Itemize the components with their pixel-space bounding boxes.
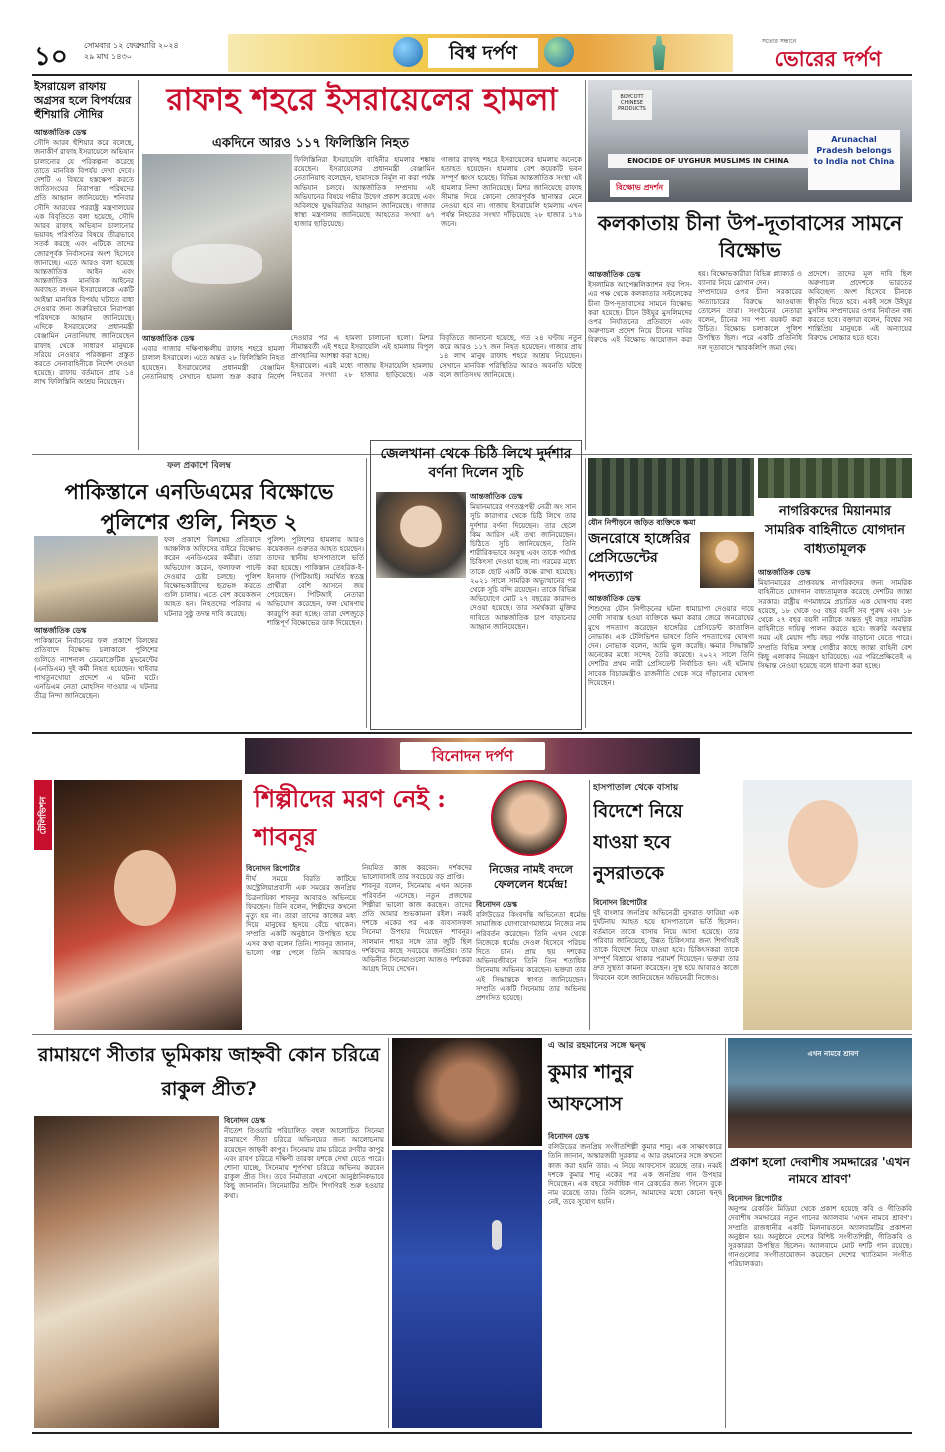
pakistan-body-1: পাকিস্তানে নির্বাচনের ফল প্রকাশে বিলম্বের প্রতিবাদে বিক্ষোভ চলাকালে পুলিশের গুলিতে ন্যাশনাল ডেমোক্রেটিক মুভমেন্টের (এনডিএম) দুই কর্মী নিহত হয়েছেন। খাইবার পাখতুনখোয়া প্রদেশে এ ঘটনা ঘটে। এনডিএম নেতা মোহসিন দাওয়ার এ ঘটনার তীব্র নিন্দা জানিয়েছেন। [34,637,158,701]
paper-logo [744,36,912,70]
dateline: বিনোদন ডেস্ক [548,1132,589,1141]
paper-name: ভোরের দর্পণ [774,46,882,71]
myanmar-body: মিয়ানমারের প্রাপ্তবয়স্ক নাগরিকদের জন্য সামরিক বাহিনীতে যোগদান বাধ্যতামূলক করেছে দেশটির জান্তা সরকার। রাষ্ট্রীয় গণমাধ্যমে প্রচারিত এক ঘোষণায় বলা হয়েছে, ১৮ থেকে ৩৫ বছর বয়সী সব পুরুষ এবং ১৮ থেকে ২৭ বছর বয়সী নারীকে অন্তত দুই বছর সামরিক বাহিনীতে দায়িত্ব পালন করতে হবে। জরুরি অবস্থার সময় এই মেয়াদ পাঁচ বছর পর্যন্ত বাড়ানো যেতে পারে। সম্প্রতি বিভিন্ন সশস্ত্র গোষ্ঠীর কাছে জান্তা বাহিনী বেশ কিছু এলাকার নিয়ন্ত্রণ হারিয়েছে। এর পরিপ্রেক্ষিতেই এ সিদ্ধান্ত নেওয়া হয়েছে বলে ধারণা করা হচ্ছে। [758,579,912,671]
hungary-headline: জনরোষে হাঙ্গেরির প্রেসিডেন্টের পদত্যাগ [588,531,691,585]
dateline: আন্তর্জাতিক ডেস্ক [758,568,811,577]
shabnur-body-2: শাবনূর বলেন, সিনেমায় এখন অনেক পরিবর্তন এসেছে। নতুন প্রজন্মের শিল্পীরা ভালো কাজ করছেন। তাদের প্রতি আমার শুভকামনা রইল। নব্বই দশকে একের পর এক ব্যবসাসফল সিনেমা উপহার দিয়েছেন শাবনূর। সালমান শাহর সঙ্গে তার জুটি ছিল দর্শকদের কাছে সবচেয়ে জনপ্রিয়। তার অভিনীত সিনেমাগুলো আজও দর্শকেরা আগ্রহ নিয়ে দেখেন। [362,882,472,974]
rafah-headline: রাফাহ শহরে ইসরায়েলের হামলা [166,82,558,118]
face-icon [788,800,858,888]
saudi-body: সৌদি আরব হুঁশিয়ার করে বলেছে, জনাকীর্ণ রাফাহ ইসরায়েলে অভিযান চালানোর যে পরিকল্পনা করেছে তাতে মানবিক বিপর্যয় দেখা দেবে। দেশটি এ বিষয়ে হস্তক্ষেপ করতে জাতিসংঘের নিরাপত্তা পরিষদের প্রতি আহ্বান জানিয়েছে। শনিবার সৌদি আরবের পররাষ্ট্র মন্ত্রণালয়ের এক বিবৃতিতে বলা হয়েছে, সৌদি আরব রাফাহ অভিযান চালানোর ভয়াবহ পরিণতির বিষয়ে তীব্রভাবে সতর্ক করছে এবং এটিকে তাদের জোরপূর্বক নির্বাসনের অংশ হিসেবে জানাচ্ছে। এতে আরও বলা হয়েছে আন্তর্জাতিক আইন এবং আন্তর্জাতিক মানবিক আইনের অব্যাহত লংঘন ইসরায়েলকে একটি আইন্তা মানবিক বিপর্যয় ঘটাতে বাধা দেওয়ার জন্য জরুরিভাবে নিরাপত্তা পরিষদকে আহ্বান জানিয়েছে। এদিকে ইসরায়েলের প্রধানমন্ত্রী বেঞ্জামিন নেতানিয়াহু জানিয়েছেন রাফাহ থেকে সাধারণ মানুষকে সরিয়ে নেওয়ার পরিকল্পনা প্রস্তুত করতে সেনাবাহিনীকে নির্দেশ দেওয়া হয়েছে। রাফায় বর্তমানে প্রায় ১৪ লাখ ফিলিস্তিনি আশ্রয় নিয়েছেন। [34,139,134,387]
nusrat-kicker: হাসপাতাল থেকে বাসায় [593,783,679,793]
novak-photo [700,532,754,588]
poster-title: এখন নামবে শ্রাবণ [807,1050,859,1058]
rafah-body-3: ফিলিস্তিনিরা ইসরায়েলি বাহিনীর হামলার শঙ্কায় রয়েছেন। ইসরায়েলের প্রধানমন্ত্রী বেঞ্জামিন নেতানিয়াহু বলেছেন, হামাসকে নির্মূল না করা পর্যন্ত অভিযান চলবে। আন্তর্জাতিক সম্প্রদায় এই অভিযানের বিষয়ে গভীর উদ্বেগ প্রকাশ করেছে এবং অবিলম্বে যুদ্ধবিরতির আহ্বান জানিয়েছে। গাজার স্বাস্থ্য মন্ত্রণালয় জানিয়েছে আহতের সংখ্যা ৬৭ হাজার ছাড়িয়েছে। [294,156,435,229]
rafah-photo [142,154,292,330]
dateline: আন্তর্জাতিক ডেস্ক [142,334,195,343]
dateline: আন্তর্জাতিক ডেস্ক [34,128,87,137]
hungary-kicker: যৌন নিপীড়নে জড়িত ব্যক্তিকে ক্ষমা [588,518,696,527]
dateline: আন্তর্জাতিক ডেস্ক [588,594,641,603]
entertainment-title: বিনোদন দর্পণ [400,742,545,770]
rafah-body-2: ইসরায়েল। এরই মধ্যে গাজায় ইসরায়েলি হামলায় নিহতের সংখ্যা ২৮ হাজার ছাড়িয়েছে। এক বিবৃতিতে জানানো হয়েছে, গত ২৪ ঘণ্টায় নতুন করে আরও ১১৭ জন নিহত হয়েছেন। গাজার প্রায় ১৪ লাখ মানুষ রাফাহ শহরে আশ্রয় নিয়েছেন। সেখানে মানবিক পরিস্থিতির আরও অবনতি ঘটছে বলে জাতিসংঘ জানিয়েছে। [290,334,582,379]
microphone-icon [492,1220,502,1250]
page-number: ১০ [34,42,68,72]
dateline: আন্তর্জাতিক ডেস্ক [470,492,523,501]
dateline: বিনোদন ডেস্ক [476,900,517,909]
date-bengali: ২৯ মাঘ ১৪৩০ [84,52,132,61]
pakistan-body-3: পুলিশ। পুলিশের হামলায় আরও কয়েকজন গুরুতর আহত হয়েছেন। তাদের স্থানীয় হাসপাতালে ভর্তি করা হয়েছে। পাকিস্তান তেহরিক-ই-ইনসাফ (পিটিআই) সমর্থিত স্বতন্ত্র প্রার্থীরা বেশি আসনে জয় পেয়েছেন। পিটিআই নেতারা অভিযোগ করেছেন, ফল ঘোষণায় কারচুপি করা হচ্ছে। তারা দেশজুড়ে শান্তিপূর্ণ বিক্ষোভের ডাক দিয়েছেন। [267,536,364,627]
dateline: বিনোদন রিপোর্টার [593,898,647,907]
ar-rahman-photo [392,1038,542,1146]
boycott-placard: BOYCOTT CHINESE PRODUCTS [612,90,652,120]
dateline: বিনোদন রিপোর্টার [728,1194,782,1203]
janhvi-headline: রামায়ণে সীতার ভূমিকায় জাহ্নবী কোন চরিত্রে রাকুল প্রীত? [38,1044,380,1100]
paper-tagline: সত্যের সন্ধানে [762,38,797,45]
dateline: বিনোদন রিপোর্টার [246,864,300,873]
dharmendra-body: বলিউডের কিংবদন্তি অভিনেতা ধর্মেন্দ্র সামাজিক যোগাযোগমাধ্যমে নিজের নাম পরিবর্তন করেছেন। তিনি এখন থেকে নিজেকে ধর্মেন্দ্র দেওল হিসেবে পরিচয় দিতে চান। প্রায় ছয় দশকের অভিনয়জীবনে তিনি তিন শতাধিক সিনেমায় অভিনয় করেছেন। ভক্তরা তার এই সিদ্ধান্তকে স্বাগত জানিয়েছেন। সম্প্রতি একটি সিনেমায় তার অভিনয় প্রশংসিত হয়েছে। [476,911,586,1003]
nusrat-body: দুই বাংলার জনপ্রিয় অভিনেত্রী নুসরাত ফারিয়া এক দুর্ঘটনায় আহত হয়ে হাসপাতালে ভর্তি ছিলেন। বর্তমানে তাকে বাসায় নিয়ে আসা হয়েছে। তার পরিবার জানিয়েছে, উন্নত চিকিৎসার জন্য শিগগিরই তাকে বিদেশে নিয়ে যাওয়া হবে। চিকিৎসকরা তাকে সম্পূর্ণ বিশ্রামে থাকার পরামর্শ দিয়েছেন। ভক্তরা তার দ্রুত সুস্থতা কামনা করেছেন। সুস্থ হয়ে আবারও কাজে ফিরবেন বলে জানিয়েছেন অভিনেত্রী নিজেও। [593,909,739,982]
date-line [84,40,179,62]
shabnur-body-1: দীর্ঘ সময়ে বিরতি কাটিয়ে অস্ট্রেলিয়াপ্রবাসী এক সময়ের জনপ্রিয় চিত্রনায়িকা শাবনূর আবারও অভিনয়ে ফিরছেন। তিনি বলেন, শিল্পীদের কখনো মৃত্যু হয় না। তারা তাদের কাজের মধ্য দিয়ে মানুষের হৃদয়ে বেঁচে থাকেন। সম্প্রতি একটি অনুষ্ঠানে উপস্থিত হয়ে এসব কথা বলেন তিনি। শাবনূর জানান, ভালো গল্প পেলে তিনি আবারও নিয়মিত কাজ করবেন। দর্শকদের ভালোবাসাই তার সবচেয়ে বড় প্রাপ্তি। [246,864,472,957]
section-title: বিশ্ব দর্পণ [428,38,538,68]
entertainment-banner [245,738,700,774]
kumar-sanu-headline: কুমার শানুর আফসোস [548,1061,633,1115]
side-tag [34,780,52,850]
debashish-headline: প্রকাশ হলো দেবাশীষ সমদ্দারের 'এখন নামবে শ্রাবণ' [730,1155,910,1186]
janhvi-body: নীতেশ তিওয়ারি পরিচালিত বহুল আলোচিত সিনেমা রামায়ণে সীতা চরিত্রে অভিনয়ের জন্য আলোচনায় রয়েছেন জাহ্নবী কাপুর। সিনেমায় রাম চরিত্রে রণবীর কাপুর এবং রাবণ চরিত্রে দক্ষিণী তারকা যশকে দেখা যেতে পারে। শোনা যাচ্ছে, সিনেমায় শূর্পণখা চরিত্রে অভিনয় করবেন রাকুল প্রীত সিং। তবে নির্মাতারা এখনো আনুষ্ঠানিকভাবে কিছু জানাননি। সিনেমাটির শুটিং শিগগিরই শুরু হওয়ার কথা। [224,1127,384,1200]
kumar-sanu-body: বলিউডের জনপ্রিয় সংগীতশিল্পী কুমার শানু। এক সাক্ষাৎকারে তিনি জানান, অস্কারজয়ী সুরকার এ আর রহমানের সঙ্গে কখনো কাজ করা হয়নি তার। এ নিয়ে আফসোস রয়েছে তার। নব্বই দশকে কুমার শানু একের পর এক জনপ্রিয় গান উপহার দিয়েছেন। এক বছরে সর্বাধিক গান রেকর্ডের জন্য গিনেস বুকে নাম রয়েছে তার। তিনি বলেন, আমাদের মধ্যে কোনো দ্বন্দ্ব নেই, তবে সুযোগ হয়নি। [548,1143,722,1207]
rafah-body-1: এবার গাজার দক্ষিণাঞ্চলীয় রাফাহ শহরে হামলা চালাল ইসরায়েল। এতে অন্তত ২৮ ফিলিস্তিনি নিহত হয়েছেন। ইসরায়েলের প্রধানমন্ত্রী বেঞ্জামিন নেতানিয়াহু সেখানে হামলা শুরু করার নির্দেশ দেওয়ার পর এ হামলা চালানো হলো। মিশর সীমান্তবর্তী এই শহরে ইসরায়েলি এই হামলায় বিপুল প্রাণহানির আশঙ্কা করা হচ্ছে। [142,334,434,381]
album-launch-photo [728,1038,912,1148]
myanmar-story [758,458,912,728]
nusrat-story [593,780,912,1030]
pakistan-protest-photo [34,536,158,622]
dateline: আন্তর্জাতিক ডেস্ক [588,270,641,279]
china-story [588,80,912,450]
photo-caption: বিক্ষোভ প্রদর্শন [610,180,669,197]
section-banner [228,34,733,72]
soldiers-photo [588,458,754,516]
nusrat-headline: বিদেশে নিয়ে যাওয়া হবে নুসরাতকে [593,801,683,884]
pakistan-headline: পাকিস্তানে এনডিএমের বিক্ষোভে পুলিশের গুলি, নিহত ২ [64,479,334,534]
china-body-3: প্রদেশে। তাদের মূল দাবি ছিল অরুণাচল প্রদেশকে ভারতের অবিচ্ছেদ্য অংশ হিসেবে চীনকে স্বীকৃতি দিতে হবে। একই সঙ্গে উইঘুর মুসলিম সম্প্রদায়ের ওপর নির্যাতন বন্ধ করতে হবে। বক্তারা বলেন, বিশ্বের সব শান্তিপ্রিয় মানুষকে এই অন্যায়ের বিরুদ্ধে সোচ্চার হতে হবে। [808,270,912,343]
uyghur-banner: ENOCIDE OF UYGHUR MUSLIMS IN CHINA [608,154,808,168]
protest-photo [588,80,912,202]
pakistan-story [34,458,364,728]
kumar-sanu-kicker: এ আর রহমানের সঙ্গে দ্বন্দ্ব [548,1041,646,1051]
myanmar-headline: নাগরিকদের মিয়ানমার সামরিক বাহিনীতে যোগদান বাধ্যতামূলক [764,504,905,557]
rafah-story [142,80,582,450]
saudi-headline: ইসরায়েল রাফায় অগ্রসর হলে বিপর্যয়ের হুঁশিয়ারি সৌদির [34,80,132,121]
arunachal-sign: Arunachal Pradesh belongs to India not China [808,130,900,190]
statue-of-liberty-icon [648,36,670,70]
janhvi-story [34,1038,384,1428]
nusrat-photo [743,780,912,1030]
hungary-story [588,458,754,728]
rafah-subheadline: একদিনে আরও ১১৭ ফিলিস্তিনি নিহত [212,136,410,151]
shabnur-photo [54,780,242,1030]
debashish-body: অনুপম রেকর্ডিং মিডিয়া থেকে প্রকাশ হয়েছে কবি ও গীতিকবি দেবাশীষ সমদ্দারের নতুন গানের অ্যালবাম 'এখন নামবে শ্রাবণ'। সম্প্রতি রাজধানীর একটি মিলনায়তনে অ্যালবামটির প্রকাশনা অনুষ্ঠান হয়। অনুষ্ঠানে দেশের বিশিষ্ট সংগীতশিল্পী, গীতিকবি ও সুরকাররা উপস্থিত ছিলেন। অ্যালবামে মোট দশটি গান রয়েছে। গানগুলোর সংগীতায়োজন করেছেন দেশের খ্যাতিমান সংগীত পরিচালকরা। [728,1205,912,1269]
hungary-body: শিশুদের যৌন নিপীড়নের ঘটনা ধামাচাপা দেওয়ার দায়ে দোষী সাব্যস্ত হওয়া ব্যক্তিকে ক্ষমা করার জেরে জনরোষের মুখে পদত্যাগ করেছেন হাঙ্গেরির প্রেসিডেন্ট কাতালিন নোভাক। এক টেলিভিশন ভাষণে তিনি পদত্যাগের ঘোষণা দেন। নোভাক বলেন, আমি ভুল করেছি। ক্ষমার সিদ্ধান্তটি অনেকের মধ্যে সন্দেহ তৈরি করেছে। ২০২২ সালে তিনি দেশটির প্রথম নারী প্রেসিডেন্ট নির্বাচিত হন। এই ঘটনায় সাবেক বিচারমন্ত্রীও রাজনীতি থেকে সরে দাঁড়ানোর ঘোষণা দিয়েছেন। [588,605,754,687]
kumar-sanu-story [392,1038,722,1428]
side-tag-label: টেলিভিশন [38,796,49,835]
pakistan-body-2: ফল প্রকাশে বিলম্বের প্রতিবাদে আঞ্চলিক অফিসের বাইরে বিক্ষোভ করেন এনডিএমের কর্মীরা। তারা অভিযোগ করেন, ফলাফল পাল্টে দেওয়ার চেষ্টা চলছে। পুলিশ বিক্ষোভকারীদের ছত্রভঙ্গ করতে গুলি চালায়। এতে বেশ কয়েকজন আহত হন। নিহতদের পরিবার এ ঘটনার সুষ্ঠু তদন্ত দাবি করেছে। [164,536,261,618]
pakistan-kicker: ফল প্রকাশে বিলম্ব [167,461,231,471]
dharmendra-story [476,780,586,1030]
china-body-2: সম্প্রদায়ের ওপর চীনা সরকারের অত্যাচারের বিরুদ্ধে আওয়াজ তোলেন তারা। সংগঠনের নেতারা বলেন, চীনের সব পণ্য বয়কট করা উচিত। বিক্ষোভ চলাকালে পুলিশ উপস্থিত ছিল। পরে একটি প্রতিনিধি দল দূতাবাসে স্মারকলিপি জমা দেয়। [698,288,802,352]
debashish-story [728,1038,912,1428]
janhvi-photo [34,1116,219,1428]
dharmendra-headline: নিজের নামই বদলে ফেললেন ধর্মেন্দ্র! [489,863,573,891]
suu-kyi-headline: জেলখানা থেকে চিঠি লিখে দুর্দশার বর্ণনা দিলেন সুচি [380,446,572,481]
face-icon [114,850,176,926]
myanmar-troops-photo [758,458,912,498]
suu-kyi-photo [376,492,466,578]
globe-icon [393,37,423,67]
kumar-sanu-photo [392,1150,542,1428]
globe-icon [544,37,574,67]
suu-kyi-story [370,440,582,730]
shabnur-story [246,780,472,1030]
suu-kyi-body: মিয়ানমারের গণতন্ত্রপন্থী নেত্রী অং সান সুচি কারাগার থেকে চিঠি লিখে তার দুর্দশার বর্ণনা দিয়েছেন। তার ছেলে কিম আরিস এই তথ্য জানিয়েছেন। চিঠিতে সুচি জানিয়েছেন, তিনি শারীরিকভাবে অসুস্থ এবং তাকে পর্যাপ্ত চিকিৎসা দেওয়া হচ্ছে না। গরমের মধ্যে তাকে ছোট একটি কক্ষে রাখা হয়েছে। ২০২১ সালে সামরিক অভ্যুত্থানের পর থেকে সুচি বন্দি রয়েছেন। তাকে বিভিন্ন অভিযোগে মোট ২৭ বছরের কারাদণ্ড দেওয়া হয়েছে। তার সমর্থকরা মুক্তির দাবিতে আন্তর্জাতিক চাপ বাড়ানোর আহ্বান জানিয়েছেন। [470,503,576,631]
saudi-story [34,80,134,450]
dateline: বিনোদন ডেস্ক [224,1116,265,1125]
shabnur-headline: শিল্পীদের মরণ নেই : শাবনূর [254,784,447,851]
masthead [32,34,912,72]
date-gregorian: সোমবার ১২ ফেব্রুয়ারি ২০২৪ [84,41,179,50]
rafah-body-4: গাজার রাফাহ শহরে ইসরায়েলের হামলায় অনেকে হতাহত হয়েছেন। হামলায় বেশ কয়েকটি ভবন সম্পূর্ণ ধ্বংস হয়েছে। বিভিন্ন আন্তর্জাতিক সংস্থা এই হামলার নিন্দা জানিয়েছে। মিশর জানিয়েছে রাফাহ সীমান্ত দিয়ে কোনো জোরপূর্বক স্থানান্তর মেনে নেওয়া হবে না। গাজায় ইসরায়েলি হামলায় এখন পর্যন্ত নিহতের সংখ্যা দাঁড়িয়েছে ২৮ হাজার ১৭৬ জনে। [441,156,582,229]
china-headline: কলকাতায় চীনা উপ-দূতাবাসের সামনে বিক্ষোভ [597,211,903,262]
china-body-1: ইসলামিক আপেক্সলিক্যাশন ফর পিস-এর পক্ষ থেকে কলকাতার সল্টলেকের চীনা উপ-দূতাবাসের সামনে বিক্ষোভ করা হয়েছে। চীনে উইঘুর মুসলিমদের ওপর নির্যাতনের প্রতিবাদে এবং অরুণাচল প্রদেশ নিয়ে চীনের দাবির বিরুদ্ধে এই বিক্ষোভ আয়োজন করা হয়। বিক্ষোভকারীরা বিভিন্ন প্ল্যাকার্ড ও ব্যানার নিয়ে স্লোগান দেন। [588,270,802,345]
dateline: আন্তর্জাতিক ডেস্ক [34,626,87,635]
injured-person-icon [172,244,262,284]
dharmendra-photo [491,780,567,856]
